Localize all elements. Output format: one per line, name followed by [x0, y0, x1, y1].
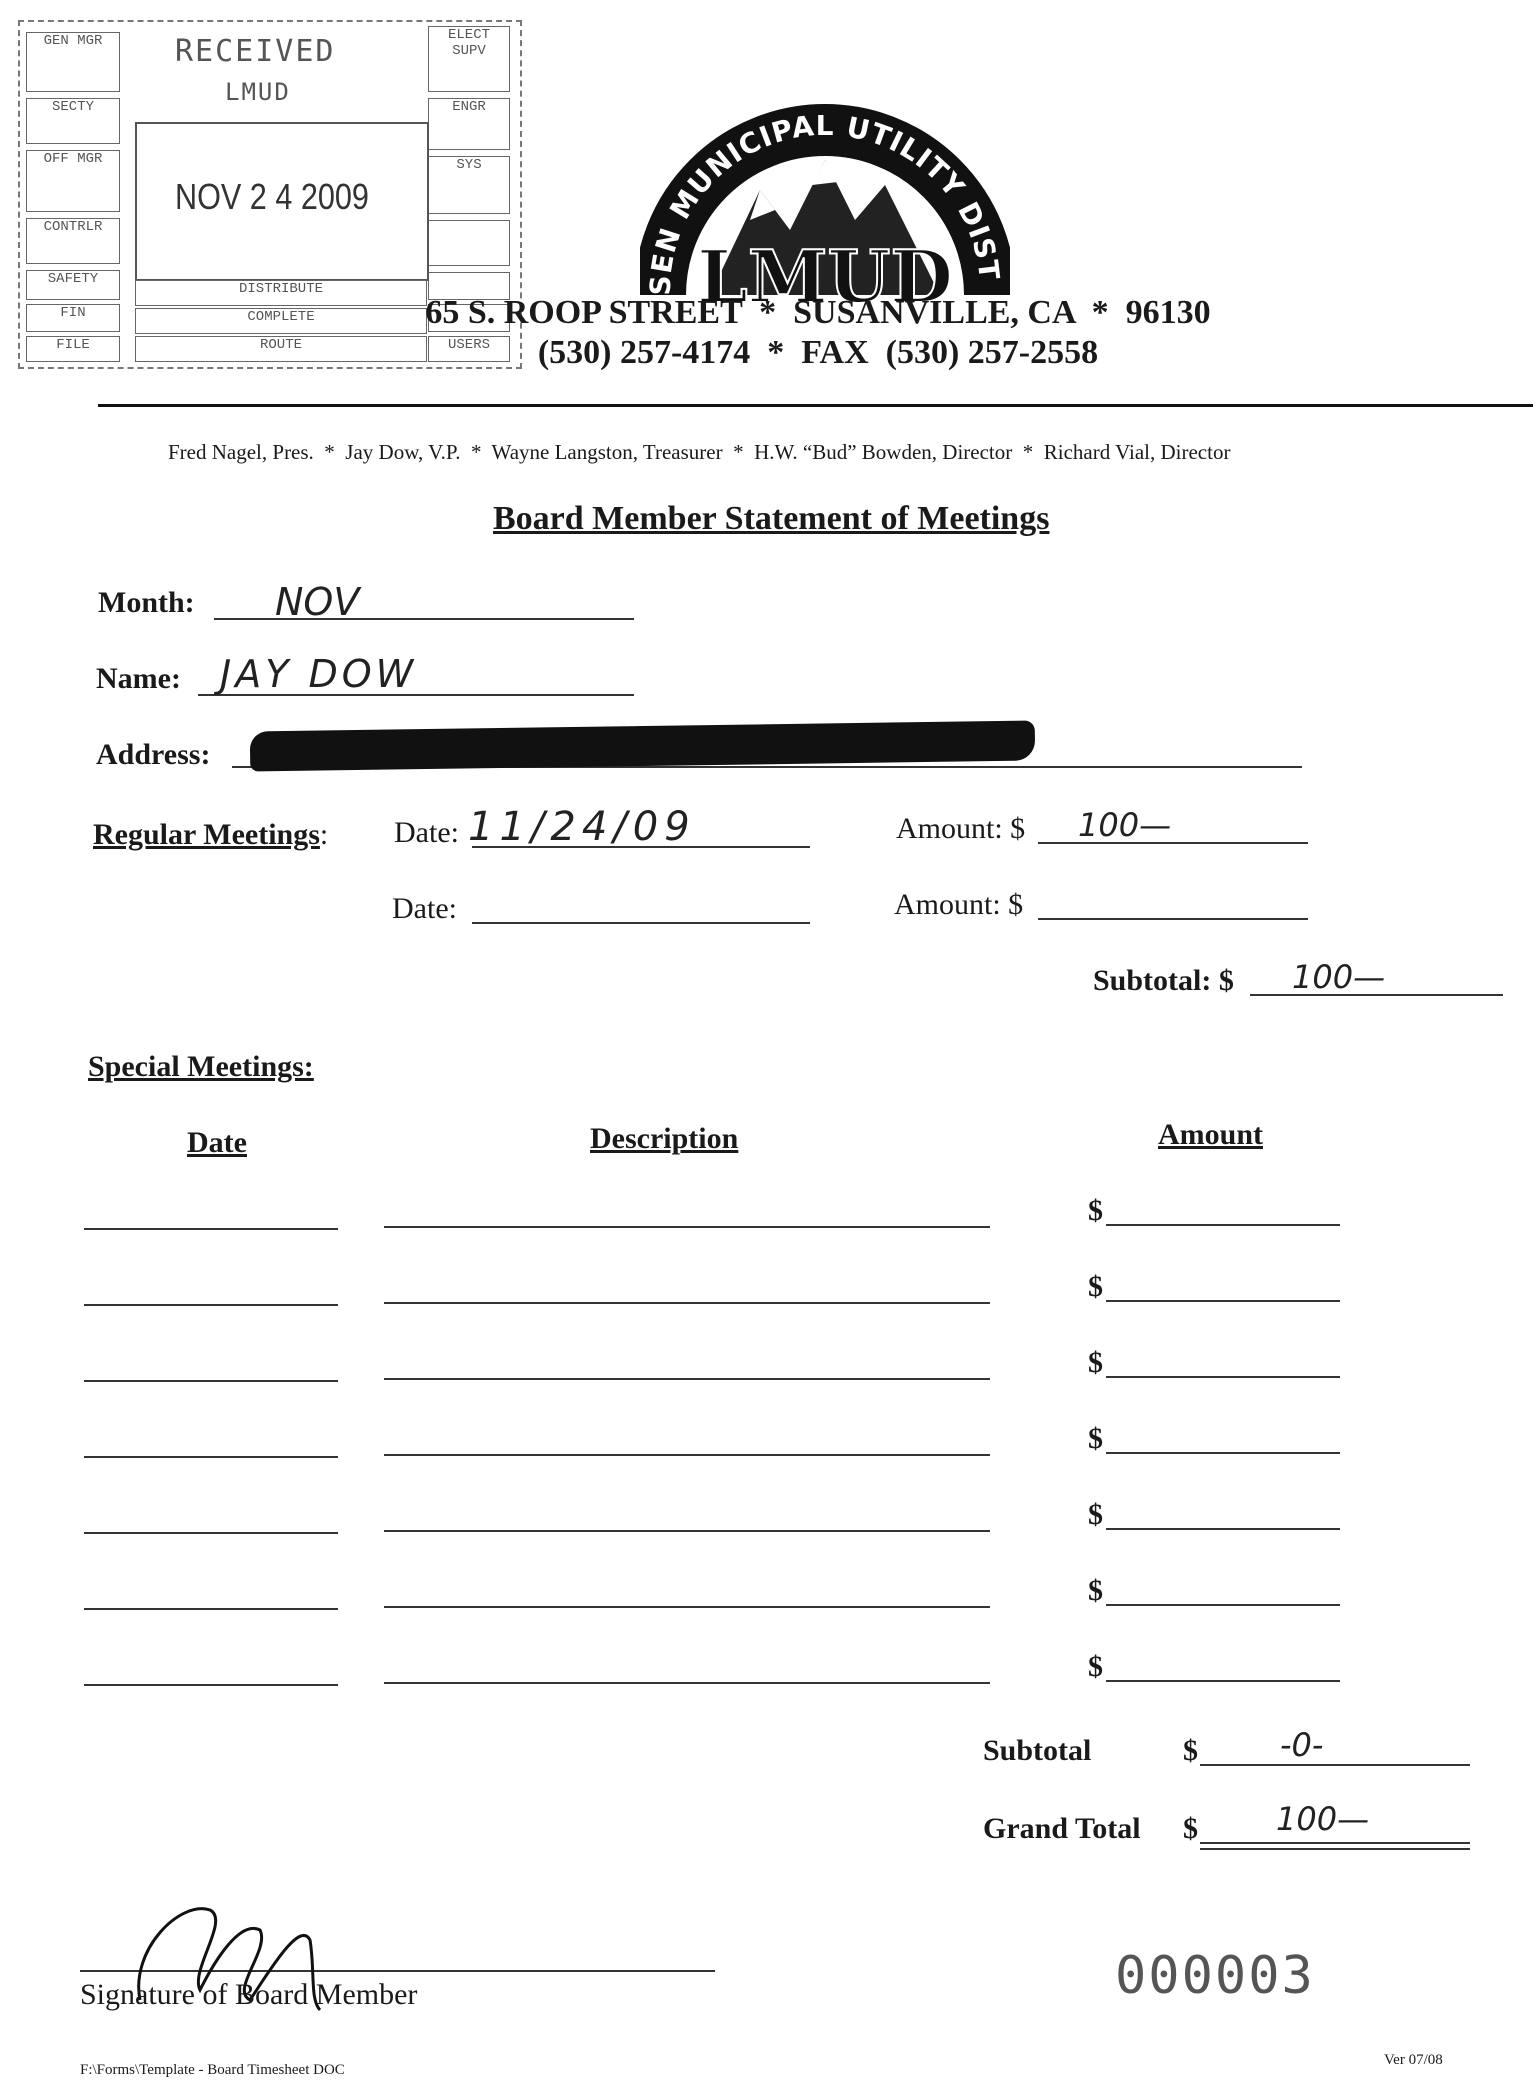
special-amount-line[interactable]	[1106, 1680, 1340, 1682]
column-header-date: Date	[187, 1126, 247, 1159]
special-date-line[interactable]	[84, 1608, 338, 1610]
regular-date-line-2[interactable]	[472, 922, 810, 924]
name-label: Name:	[96, 662, 181, 695]
stamp-cell-blank-1	[428, 220, 510, 266]
logo-initials: LMUD	[697, 234, 953, 310]
stamp-cell-safety: SAFETY	[26, 270, 120, 300]
grand-total-double-line	[1200, 1848, 1470, 1850]
grand-total-dollar: $	[1183, 1812, 1198, 1845]
special-amount-line[interactable]	[1106, 1528, 1340, 1530]
stamp-date: NOV 2 4 2009	[175, 176, 369, 217]
district-phone: (530) 257-4174 * FAX (530) 257-2558	[537, 334, 1099, 371]
special-description-line[interactable]	[384, 1454, 990, 1456]
stamp-org-text: LMUD	[225, 78, 291, 106]
logo-arc-text: SEN MUNICIPAL UTILITY DIST	[643, 108, 1006, 296]
special-subtotal-dollar: $	[1183, 1734, 1198, 1767]
stamp-cell-engr: ENGR	[428, 98, 510, 150]
stamp-complete: COMPLETE	[135, 308, 427, 334]
address-redaction	[250, 721, 1035, 772]
special-description-line[interactable]	[384, 1226, 990, 1228]
footer-version: Ver 07/08	[1384, 2052, 1443, 2068]
special-date-line[interactable]	[84, 1380, 338, 1382]
stamp-cell-off-mgr: OFF MGR	[26, 150, 120, 212]
stamp-cell-contrlr: CONTRLR	[26, 218, 120, 264]
regular-subtotal-value: 100—	[1292, 958, 1386, 996]
lmud-logo	[640, 70, 1010, 310]
special-description-line[interactable]	[384, 1606, 990, 1608]
month-label: Month:	[98, 586, 195, 619]
district-address: 65 S. ROOP STREET * SUSANVILLE, CA * 96130	[425, 294, 1211, 331]
lmud-logo-graphic	[640, 70, 1010, 310]
regular-amount-line-2[interactable]	[1038, 918, 1308, 920]
header-rule	[98, 404, 1533, 407]
special-date-line[interactable]	[84, 1532, 338, 1534]
regular-subtotal-label: Subtotal: $	[1093, 964, 1234, 997]
special-description-line[interactable]	[384, 1378, 990, 1380]
signature-label: Signature of Board Member	[80, 1978, 418, 2011]
regular-date-value-1: 11/24/09	[468, 804, 696, 850]
special-subtotal-value: -0-	[1280, 1726, 1324, 1764]
board-members-line: Fred Nagel, Pres. * Jay Dow, V.P. * Wayne Langston, Treasurer * H.W. “Bud” Bowden, Director * Richard Vial, Director	[168, 440, 1231, 464]
address-label: Address:	[96, 738, 211, 771]
special-amount-dollar: $	[1088, 1422, 1103, 1455]
grand-total-value: 100—	[1276, 1800, 1370, 1838]
footer-file-path: F:\Forms\Template - Board Timesheet DOC	[80, 2062, 345, 2078]
special-amount-dollar: $	[1088, 1574, 1103, 1607]
name-value: JAY DOW	[220, 652, 418, 696]
regular-date-label-1: Date:	[394, 816, 459, 849]
special-date-line[interactable]	[84, 1304, 338, 1306]
stamp-cell-gen-mgr: GEN MGR	[26, 32, 120, 92]
special-amount-dollar: $	[1088, 1194, 1103, 1227]
stamp-distribute: DISTRIBUTE	[135, 280, 427, 306]
special-amount-line[interactable]	[1106, 1300, 1340, 1302]
serial-number: 000003	[1115, 1946, 1315, 2006]
stamp-cell-fin: FIN	[26, 304, 120, 332]
regular-meetings-text: Regular Meetings	[93, 818, 320, 851]
special-amount-line[interactable]	[1106, 1224, 1340, 1226]
stamp-cell-secty: SECTY	[26, 98, 120, 144]
special-amount-dollar: $	[1088, 1270, 1103, 1303]
special-amount-line[interactable]	[1106, 1376, 1340, 1378]
special-description-line[interactable]	[384, 1682, 990, 1684]
grand-total-line[interactable]	[1200, 1842, 1470, 1844]
special-subtotal-label: Subtotal	[983, 1734, 1092, 1767]
special-description-line[interactable]	[384, 1530, 990, 1532]
special-amount-dollar: $	[1088, 1498, 1103, 1531]
special-amount-dollar: $	[1088, 1650, 1103, 1683]
regular-amount-label-1: Amount: $	[896, 812, 1026, 845]
stamp-received-text: RECEIVED	[175, 34, 336, 69]
regular-meetings-colon: :	[319, 818, 329, 851]
special-date-line[interactable]	[84, 1456, 338, 1458]
month-value: NOV	[275, 580, 360, 624]
column-header-amount: Amount	[1158, 1118, 1264, 1151]
column-header-description: Description	[590, 1122, 739, 1155]
special-amount-dollar: $	[1088, 1346, 1103, 1379]
stamp-cell-users: USERS	[428, 336, 510, 362]
special-amount-line[interactable]	[1106, 1604, 1340, 1606]
special-meetings-label: Special Meetings:	[88, 1050, 314, 1083]
regular-amount-value-1: 100—	[1078, 806, 1172, 844]
stamp-cell-file: FILE	[26, 336, 120, 362]
stamp-route: ROUTE	[135, 336, 427, 362]
stamp-date-box	[135, 122, 429, 281]
special-amount-line[interactable]	[1106, 1452, 1340, 1454]
regular-amount-label-2: Amount: $	[894, 888, 1024, 921]
grand-total-label: Grand Total	[983, 1812, 1141, 1845]
stamp-cell-elect-supv: ELECT SUPV	[428, 26, 510, 92]
regular-date-label-2: Date:	[392, 892, 457, 925]
form-title: Board Member Statement of Meetings	[493, 500, 1050, 537]
special-description-line[interactable]	[384, 1302, 990, 1304]
regular-meetings-label	[93, 818, 328, 852]
stamp-cell-sys: SYS	[428, 156, 510, 214]
special-date-line[interactable]	[84, 1684, 338, 1686]
special-date-line[interactable]	[84, 1228, 338, 1230]
special-subtotal-line[interactable]	[1200, 1764, 1470, 1766]
